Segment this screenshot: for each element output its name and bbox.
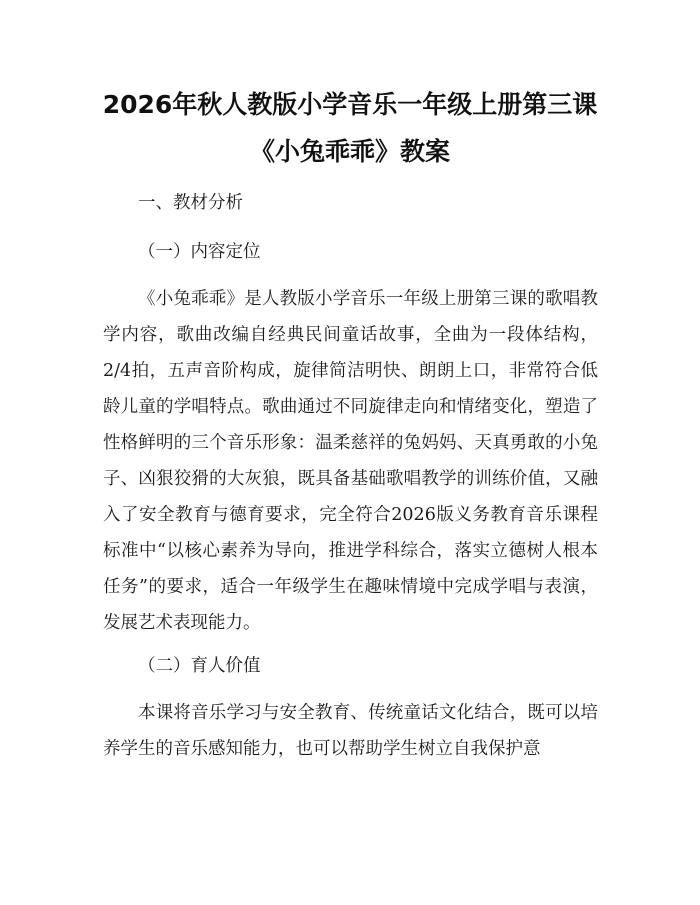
- subsection-heading-content-positioning: （一）内容定位: [138, 242, 261, 262]
- subsection-heading-educational-value: （二）育人价值: [138, 656, 261, 676]
- section-heading-textbook-analysis: 一、教材分析: [138, 193, 243, 213]
- paragraph-content-positioning: 《小兔乖乖》是人教版小学音乐一年级上册第三课的歌唱教学内容，歌曲改编自经典民间童话故事，全曲为一段体结构，2/4拍，五声音阶构成，旋律简洁明快、朗朗上口，非常符合低龄儿童的学唱特点。歌曲通过不同旋律走向和情绪变化，塑造了性格鲜明的三个音乐形象：温柔慈祥的兔妈妈、天真勇敢的小兔子、凶狠狡猾的大灰狼，既具备基础歌唱教学的训练价值，又融入了安全教育与德育要求，完全符合2026版义务教育音乐课程标准中“以核心素养为导向，推进学科综合，落实立德树人根本任务”的要求，适合一年级学生在趣味情境中完成学唱与表演，发展艺术表现能力。: [103, 289, 598, 633]
- paragraph-educational-value: 本课将音乐学习与安全教育、传统童话文化结合，既可以培养学生的音乐感知能力，也可以帮助学生树立自我保护意: [103, 703, 598, 759]
- document-title-line-1: 2026年秋人教版小学音乐一年级上册第三课: [102, 90, 598, 119]
- document-title-line-2: 《小兔乖乖》教案: [249, 137, 450, 166]
